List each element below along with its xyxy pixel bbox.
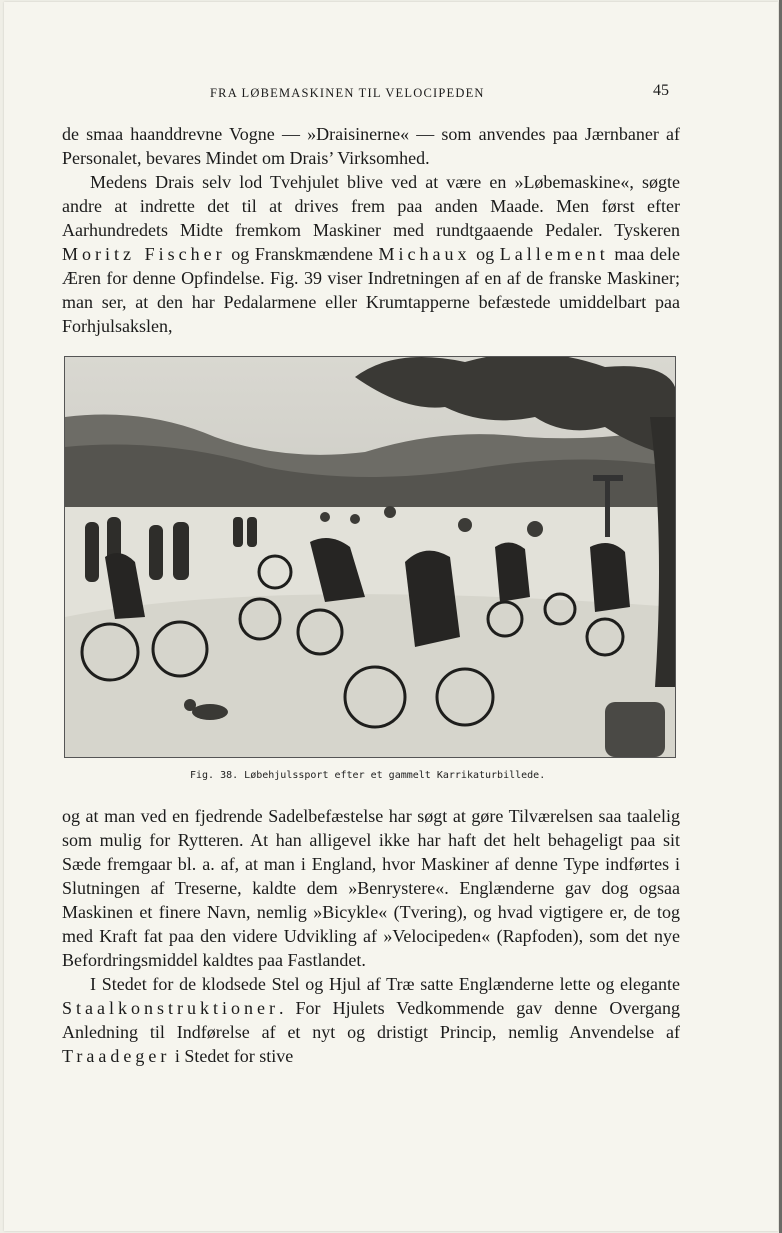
milestone (605, 702, 665, 757)
spaced-name: Moritz Fischer (62, 244, 226, 264)
text-block-bottom (62, 804, 680, 1068)
paragraph: I Stedet for de klodsede Stel og Hjul af Træ satte Englænderne lette og elegante Staalkonstruktioner. For Hjulets Vedkommende gav denne Overgang Anledning til Indførelse af et nyt og dristigt Princip, nemlig Anvendelse af Traadeger i Stedet for stive (62, 974, 680, 1066)
signpost-board (593, 475, 623, 481)
page-number: 45 (653, 82, 669, 99)
caricature-illustration (64, 356, 676, 758)
figure-caption: Fig. 38. Løbehjulssport efter et gammelt Karrikaturbillede. (190, 770, 546, 781)
paragraph: og at man ved en fjedrende Sadelbefæstelse har søgt at gøre Tilværelsen saa taalelig som mulig for Rytteren. At han alligevel ikke har haft det helt behageligt paa sit Sæde fremgaar bl. a. af, at man i England, hvor Maskiner af denne Type indførtes i Slutningen af Treserne, kaldte dem »Benrystere«. Englænderne gav dog ogsaa Maskinen et finere Navn, nemlig »Bicykle« (Tvering), og hvad vigtigere er, de tog med Kraft fat paa den videre Udvikling af »Velocipeden« (Rapfoden), som det nye Befordringsmiddel kaldtes paa Fastlandet. (62, 806, 680, 970)
signpost (605, 477, 610, 537)
spaced-term: Staalkonstruktioner (62, 998, 279, 1018)
paragraph: de smaa haanddrevne Vogne — »Draisinerne« — som anvendes paa Jærnbaner af Personalet, bevares Mindet om Drais’ Virksomhed. (62, 124, 680, 168)
paragraph: Medens Drais selv lod Tvehjulet blive ved at være en »Løbemaskine«, søgte andre at indrette det til at drives frem paa anden Maade. Men først efter Aarhundredets Midte fremkom Maskiner med rundtgaaende Pedaler. Tyskeren Moritz Fischer og Franskmændene Michaux og Lallement maa dele Æren for denne Opfindelse. Fig. 39 viser Indretningen af en af de franske Maskiner; man ser, at den har Pedalarmene eller Krumtapperne befæstede umiddelbart paa Forhjulsakslen, (62, 172, 681, 336)
spaced-term: Traadeger (62, 1046, 171, 1066)
spaced-name: Michaux (378, 244, 471, 264)
spaced-name: Lallement (499, 244, 609, 264)
road (65, 594, 675, 757)
text-block-top (62, 122, 680, 338)
running-head: FRA LØBEMASKINEN TIL VELOCIPEDEN (210, 86, 485, 100)
